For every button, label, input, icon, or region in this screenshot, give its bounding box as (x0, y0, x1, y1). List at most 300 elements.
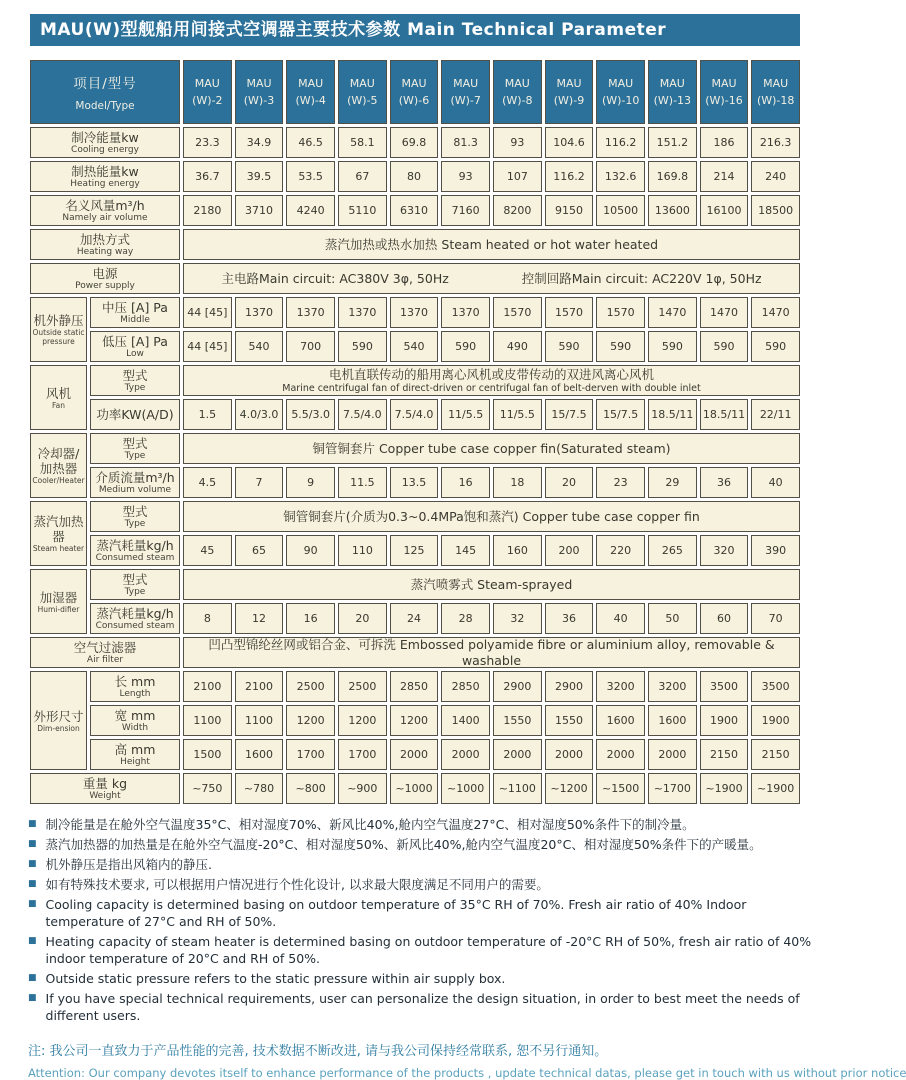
group-label-zh: 冷却器/加热器 (37, 446, 80, 476)
row-label-en: Type (124, 586, 146, 597)
value-cell: 1900 (700, 705, 749, 736)
row-label-zh: 低压 [A] Pa (102, 333, 168, 349)
note-text: 制冷能量是在舱外空气温度35°C、相对湿度70%、新风比40%,舱内空气温度27°C、相对湿度50%条件下的制冷量。 (45, 817, 695, 832)
row-label (90, 603, 180, 634)
value-cell: 2500 (286, 671, 335, 702)
model-header-brand: MAU (349, 77, 375, 90)
value-cell: 20 (545, 467, 594, 498)
model-type-header-en: Model/Type (75, 100, 135, 112)
group-label-en: Steam heater (32, 544, 85, 553)
row-label-zh: 型式 (122, 571, 148, 587)
merged-cell (183, 501, 800, 532)
value-cell: 58.1 (338, 127, 387, 158)
group-label (30, 671, 87, 770)
merged-cell-line: Marine centrifugal fan of direct-driven or centrifugal fan of belt-derven with double inlet (282, 382, 701, 394)
value-cell: 40 (596, 603, 645, 634)
row-label (30, 637, 180, 668)
value-cell: 4240 (286, 195, 335, 226)
page-title: MAU(W)型舰船用间接式空调器主要技术参数 Main Technical Parameter (30, 14, 800, 46)
row-label-en: Power supply (75, 280, 135, 291)
merged-cell (183, 433, 800, 464)
row-label-en: Consumed steam (95, 552, 175, 563)
value-cell: 3200 (596, 671, 645, 702)
merged-cell-line: 电机直联传动的船用离心风机或皮带传动的双进风离心风机 (328, 366, 654, 382)
note-text: Outside static pressure refers to the static pressure within air supply box. (45, 971, 506, 986)
row-label-en: Type (124, 382, 146, 393)
power-supply-cell (183, 263, 800, 294)
row-label (90, 535, 180, 566)
model-header-brand: MAU (556, 77, 582, 90)
value-cell: 6310 (390, 195, 439, 226)
value-cell: 11/5.5 (493, 399, 542, 430)
value-cell: 45 (183, 535, 232, 566)
bullet-square-icon: ■ (28, 899, 37, 909)
group-label-en: Dim-ension (37, 723, 80, 733)
note-text: If you have special technical requirements, user can personalize the design situation, in order to best meet the needs of different users. (45, 991, 800, 1023)
merged-cell (183, 229, 800, 260)
value-cell: 540 (235, 331, 284, 362)
value-cell: 1200 (286, 705, 335, 736)
note-text: 如有特殊技术要求, 可以根据用户情况进行个性化设计, 以求最大限度满足不同用户的需要。 (45, 877, 549, 892)
model-header-code: (W)-18 (756, 94, 795, 107)
group-label (30, 501, 87, 566)
value-cell: 1570 (596, 297, 645, 328)
footer-note-en: Attention: Our company devotes itself to enhance performance of the products , update technical datas, please get in touch with us without prior notice (28, 1066, 906, 1080)
model-header (441, 60, 490, 124)
note-item (28, 990, 814, 1024)
value-cell: 490 (493, 331, 542, 362)
group-label-en: Humi-difier (37, 604, 80, 614)
value-cell: 3200 (648, 671, 697, 702)
value-cell: 18.5/11 (700, 399, 749, 430)
value-cell: 200 (545, 535, 594, 566)
row-label-zh: 宽 mm (114, 707, 156, 723)
model-header-brand: MAU (711, 77, 737, 90)
model-header-brand: MAU (194, 77, 220, 90)
model-header-code: (W)-6 (398, 94, 430, 107)
value-cell: 590 (545, 331, 594, 362)
value-cell: 8 (183, 603, 232, 634)
value-cell: 1370 (338, 297, 387, 328)
value-cell: 16100 (700, 195, 749, 226)
bullet-square-icon: ■ (28, 839, 37, 849)
row-label (30, 263, 180, 294)
value-cell: 70 (751, 603, 800, 634)
value-cell: 46.5 (286, 127, 335, 158)
value-cell: 1600 (648, 705, 697, 736)
bullet-square-icon: ■ (28, 993, 37, 1003)
value-cell: 1470 (751, 297, 800, 328)
value-cell: 40 (751, 467, 800, 498)
row-label (90, 739, 180, 770)
row-label (90, 331, 180, 362)
model-header-brand: MAU (401, 77, 427, 90)
value-cell: ~1500 (596, 773, 645, 804)
value-cell: 1500 (183, 739, 232, 770)
row-label-en: Heating energy (70, 178, 140, 189)
model-header-brand: MAU (608, 77, 634, 90)
value-cell: 1700 (286, 739, 335, 770)
value-cell: 3500 (751, 671, 800, 702)
value-cell: 2000 (648, 739, 697, 770)
model-header-code: (W)-7 (450, 94, 481, 107)
row-label-zh: 功率KW(A/D) (96, 407, 174, 422)
value-cell: 1370 (441, 297, 490, 328)
value-cell: 1700 (338, 739, 387, 770)
value-cell: 132.6 (596, 161, 645, 192)
row-label (30, 127, 180, 158)
bullet-square-icon: ■ (28, 973, 37, 983)
value-cell: 1370 (286, 297, 335, 328)
value-cell: 1550 (493, 705, 542, 736)
value-cell: 12 (235, 603, 284, 634)
bullet-square-icon: ■ (28, 936, 37, 946)
value-cell: 590 (338, 331, 387, 362)
merged-cell (183, 569, 800, 600)
value-cell: ~750 (183, 773, 232, 804)
row-label (90, 671, 180, 702)
model-header (596, 60, 645, 124)
group-label-zh: 外形尺寸 (33, 708, 84, 724)
model-header (338, 60, 387, 124)
value-cell: 390 (751, 535, 800, 566)
row-label-zh: 型式 (122, 503, 148, 519)
value-cell: 1100 (183, 705, 232, 736)
row-label (90, 433, 180, 464)
row-label-zh: 制热能量kw (71, 163, 139, 179)
group-label-zh: 蒸汽加热器 (33, 514, 84, 544)
value-cell: 15/7.5 (545, 399, 594, 430)
value-cell: 13600 (648, 195, 697, 226)
row-label-zh: 型式 (122, 367, 148, 383)
value-cell: 169.8 (648, 161, 697, 192)
value-cell: 16 (441, 467, 490, 498)
value-cell: 3710 (235, 195, 284, 226)
model-header-brand: MAU (453, 77, 479, 90)
value-cell: 2100 (183, 671, 232, 702)
row-label (90, 365, 180, 396)
value-cell: 240 (751, 161, 800, 192)
value-cell: 1550 (545, 705, 594, 736)
value-cell: 29 (648, 467, 697, 498)
value-cell: 7.5/4.0 (390, 399, 439, 430)
model-header-code: (W)-3 (243, 94, 275, 107)
value-cell: 2180 (183, 195, 232, 226)
value-cell: 216.3 (751, 127, 800, 158)
value-cell: 125 (390, 535, 439, 566)
note-item (28, 876, 814, 893)
value-cell: 104.6 (545, 127, 594, 158)
value-cell: 116.2 (596, 127, 645, 158)
value-cell: 4.5 (183, 467, 232, 498)
value-cell: 9150 (545, 195, 594, 226)
bullet-square-icon: ■ (28, 819, 37, 829)
value-cell: 22/11 (751, 399, 800, 430)
value-cell: 590 (648, 331, 697, 362)
value-cell: 265 (648, 535, 697, 566)
value-cell: 69.8 (390, 127, 439, 158)
merged-cell-line: 铜管铜套片(介质为0.3~0.4MPa饱和蒸汽) Copper tube case copper fin (283, 508, 700, 524)
model-header-code: (W)-2 (192, 94, 223, 107)
model-header-code: (W)-8 (502, 94, 533, 107)
row-label (30, 161, 180, 192)
value-cell: 2500 (338, 671, 387, 702)
merged-cell (183, 365, 800, 396)
value-cell: 214 (700, 161, 749, 192)
value-cell: 93 (493, 127, 542, 158)
group-label-en: Cooler/Heater (32, 476, 85, 485)
datasheet-page (0, 14, 906, 1080)
value-cell: 90 (286, 535, 335, 566)
value-cell: 1600 (235, 739, 284, 770)
merged-cell (183, 637, 800, 668)
value-cell: 9 (286, 467, 335, 498)
group-label (30, 569, 87, 634)
value-cell: 23.3 (183, 127, 232, 158)
value-cell: 2850 (441, 671, 490, 702)
value-cell: 36 (545, 603, 594, 634)
value-cell: 107 (493, 161, 542, 192)
model-header-code: (W)-13 (653, 94, 692, 107)
value-cell: 5110 (338, 195, 387, 226)
row-label-zh: 蒸汽耗量kg/h (96, 605, 174, 621)
model-header-brand: MAU (763, 77, 789, 90)
value-cell: 2150 (751, 739, 800, 770)
row-label-zh: 加热方式 (79, 231, 130, 247)
value-cell: 1370 (390, 297, 439, 328)
group-label-zh: 风机 (45, 385, 71, 401)
note-item (28, 816, 814, 833)
model-header (286, 60, 335, 124)
row-label-zh: 介质流量m³/h (95, 469, 175, 485)
note-text: 机外静压是指出风箱内的静压. (45, 857, 212, 872)
note-text: 蒸汽加热器的加热量是在舱外空气温度-20°C、相对湿度50%、新风比40%,舱内空气温度20°C、相对湿度50%条件下的产暖量。 (45, 837, 762, 852)
value-cell: 700 (286, 331, 335, 362)
row-label-zh: 空气过滤器 (73, 639, 137, 655)
value-cell: 5.5/3.0 (286, 399, 335, 430)
value-cell: 13.5 (390, 467, 439, 498)
value-cell: 2150 (700, 739, 749, 770)
row-label (90, 569, 180, 600)
row-label-zh: 蒸汽耗量kg/h (96, 537, 174, 553)
merged-cell-line: 凹凸型锦纶丝网或铝合金、可拆洗 Embossed polyamide fibre or aluminium alloy, removable & washable (208, 636, 775, 668)
note-item (28, 836, 814, 853)
value-cell: 44 [45] (183, 331, 232, 362)
merged-cell-line: 蒸汽加热或热水加热 Steam heated or hot water heated (324, 236, 659, 252)
model-header-code: (W)-9 (553, 94, 585, 107)
value-cell: 2900 (545, 671, 594, 702)
value-cell: 50 (648, 603, 697, 634)
value-cell: 7160 (441, 195, 490, 226)
row-label-zh: 制冷能量kw (71, 129, 139, 145)
row-label-en: Height (120, 756, 150, 767)
value-cell: 1570 (545, 297, 594, 328)
group-label-zh: 机外静压 (33, 313, 84, 328)
model-header-brand: MAU (298, 77, 324, 90)
main-circuit-text: 主电路Main circuit: AC380V 3φ, 50Hz (221, 270, 449, 286)
group-label-en: Outside static pressure (32, 328, 85, 346)
row-label (90, 705, 180, 736)
value-cell: 2000 (441, 739, 490, 770)
value-cell: 7 (235, 467, 284, 498)
value-cell: 80 (390, 161, 439, 192)
row-label-en: Type (124, 518, 146, 529)
value-cell: 540 (390, 331, 439, 362)
note-text: Cooling capacity is determined basing on outdoor temperature of 35°C RH of 70%. Fresh air ratio of 40% Indoor temperature of 27°C and RH of 50%. (45, 897, 747, 929)
value-cell: 1100 (235, 705, 284, 736)
row-label-en: Type (124, 450, 146, 461)
value-cell: 590 (751, 331, 800, 362)
value-cell: 160 (493, 535, 542, 566)
value-cell: 81.3 (441, 127, 490, 158)
value-cell: 320 (700, 535, 749, 566)
value-cell: 590 (700, 331, 749, 362)
row-label-en: Middle (120, 314, 150, 325)
value-cell: 151.2 (648, 127, 697, 158)
value-cell: 23 (596, 467, 645, 498)
value-cell: 2000 (596, 739, 645, 770)
model-type-header-zh: 项目/型号 (73, 76, 137, 92)
value-cell: 11.5 (338, 467, 387, 498)
footer-note (28, 1040, 906, 1080)
model-header (493, 60, 542, 124)
value-cell: 10500 (596, 195, 645, 226)
value-cell: 4.0/3.0 (235, 399, 284, 430)
model-header-code: (W)-10 (601, 94, 640, 107)
group-label-en: Fan (52, 400, 65, 410)
value-cell: 220 (596, 535, 645, 566)
value-cell: ~1100 (493, 773, 542, 804)
model-header (390, 60, 439, 124)
value-cell: 8200 (493, 195, 542, 226)
value-cell: 3500 (700, 671, 749, 702)
value-cell: 590 (596, 331, 645, 362)
value-cell: 1.5 (183, 399, 232, 430)
value-cell: 2000 (545, 739, 594, 770)
model-header (545, 60, 594, 124)
value-cell: 32 (493, 603, 542, 634)
merged-cell-line: 铜管铜套片 Copper tube case copper fin(Saturated steam) (312, 440, 671, 456)
value-cell: 110 (338, 535, 387, 566)
model-header-brand: MAU (246, 77, 272, 90)
value-cell: 20 (338, 603, 387, 634)
row-label-en: Air filter (86, 654, 124, 665)
value-cell: 18500 (751, 195, 800, 226)
value-cell: 1900 (751, 705, 800, 736)
group-label (30, 365, 87, 430)
value-cell: 67 (338, 161, 387, 192)
note-text: Heating capacity of steam heater is determined basing on outdoor temperature of -20°C RH of 50%, fresh air ratio of 40% indoor temperature of 20°C and RH of 50%. (45, 934, 812, 966)
row-label-en: Length (119, 688, 151, 699)
model-header (183, 60, 232, 124)
value-cell: 1400 (441, 705, 490, 736)
model-header-brand: MAU (659, 77, 685, 90)
value-cell: 1470 (700, 297, 749, 328)
row-label (90, 399, 180, 430)
value-cell: 2100 (235, 671, 284, 702)
row-label (30, 773, 180, 804)
value-cell: ~1900 (700, 773, 749, 804)
value-cell: 2000 (493, 739, 542, 770)
value-cell: ~1000 (390, 773, 439, 804)
merged-cell-line: 蒸汽喷雾式 Steam-sprayed (410, 576, 573, 592)
group-label-zh: 加湿器 (39, 589, 78, 605)
value-cell: ~1700 (648, 773, 697, 804)
row-label (90, 501, 180, 532)
row-label (30, 229, 180, 260)
row-label (90, 467, 180, 498)
value-cell: 24 (390, 603, 439, 634)
value-cell: 116.2 (545, 161, 594, 192)
note-item (28, 856, 814, 873)
control-circuit-text: 控制回路Main circuit: AC220V 1φ, 50Hz (521, 270, 762, 286)
value-cell: 2850 (390, 671, 439, 702)
row-label (90, 297, 180, 328)
row-label-zh: 高 mm (114, 741, 156, 757)
value-cell: 34.9 (235, 127, 284, 158)
model-header (235, 60, 284, 124)
value-cell: 145 (441, 535, 490, 566)
model-type-header (30, 60, 180, 124)
row-label-en: Consumed steam (95, 620, 175, 631)
footer-note-zh: 注: 我公司一直致力于产品性能的完善, 技术数据不断改进, 请与我公司保持经常联系, 恕不另行通知。 (28, 1044, 608, 1059)
value-cell: 15/7.5 (596, 399, 645, 430)
model-header-code: (W)-16 (705, 94, 743, 107)
group-label (30, 433, 87, 498)
model-header-code: (W)-4 (295, 94, 326, 107)
row-label-en: Namely air volume (62, 212, 148, 223)
row-label-en: Heating way (76, 246, 134, 257)
model-header (648, 60, 697, 124)
value-cell: 1370 (235, 297, 284, 328)
value-cell: ~900 (338, 773, 387, 804)
value-cell: 11/5.5 (441, 399, 490, 430)
value-cell: 186 (700, 127, 749, 158)
value-cell: 1470 (648, 297, 697, 328)
value-cell: 44 [45] (183, 297, 232, 328)
value-cell: ~800 (286, 773, 335, 804)
row-label-en: Cooling energy (71, 144, 139, 155)
value-cell: 39.5 (235, 161, 284, 192)
model-header (751, 60, 800, 124)
row-label-zh: 中压 [A] Pa (102, 299, 168, 315)
value-cell: 2000 (390, 739, 439, 770)
value-cell: 18.5/11 (648, 399, 697, 430)
group-label (30, 297, 87, 362)
model-header-brand: MAU (504, 77, 530, 90)
value-cell: ~780 (235, 773, 284, 804)
bullet-square-icon: ■ (28, 859, 37, 869)
row-label (30, 195, 180, 226)
value-cell: ~1200 (545, 773, 594, 804)
model-header (700, 60, 749, 124)
value-cell: 1200 (338, 705, 387, 736)
row-label-zh: 重量 kg (82, 775, 128, 791)
row-label-en: Width (121, 722, 149, 733)
value-cell: 7.5/4.0 (338, 399, 387, 430)
value-cell: 590 (441, 331, 490, 362)
note-item (28, 933, 814, 967)
row-label-zh: 名义风量m³/h (65, 197, 145, 213)
value-cell: 18 (493, 467, 542, 498)
note-item (28, 896, 814, 930)
model-header-code: (W)-5 (347, 94, 378, 107)
technical-parameter-table (30, 60, 800, 804)
value-cell: 53.5 (286, 161, 335, 192)
value-cell: 1600 (596, 705, 645, 736)
value-cell: 2900 (493, 671, 542, 702)
row-label-zh: 长 mm (114, 673, 156, 689)
